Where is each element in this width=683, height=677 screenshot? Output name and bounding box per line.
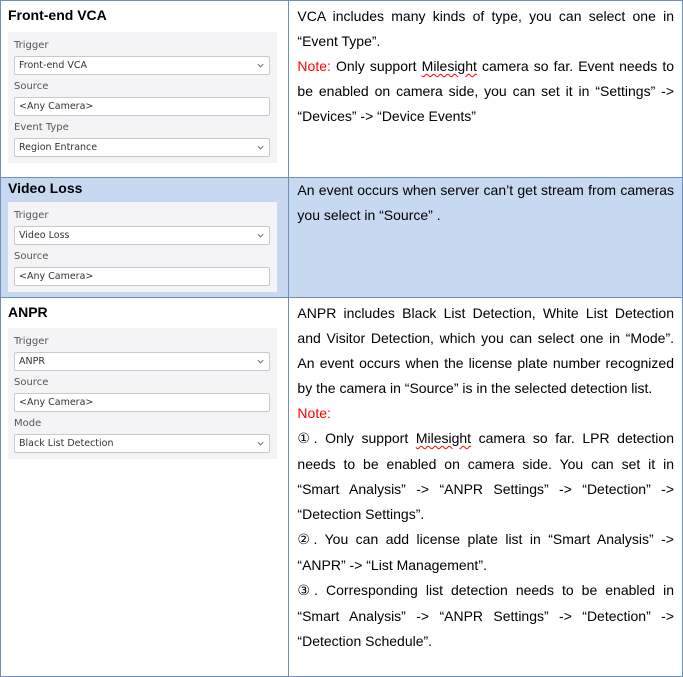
source-value: <Any Camera>	[19, 271, 94, 282]
trigger-select[interactable]	[14, 226, 270, 245]
mode-value: Black List Detection	[19, 438, 114, 449]
trigger-value: Video Loss	[19, 230, 70, 241]
table-row-anpr	[1, 298, 683, 677]
source-label: Source	[14, 81, 49, 92]
event-type-select[interactable]	[14, 138, 270, 157]
note-text: . Corresponding list detection needs to be enabled in “Smart Analysis” -> “ANPR Settings” -> “Detection” -> “Detection Schedule”.	[297, 582, 674, 649]
settings-cell	[1, 1, 289, 178]
description-line: VCA includes many kinds of type, you can select one in “Event Type”.	[297, 8, 674, 49]
row-title: Front-end VCA	[8, 7, 107, 23]
table-row-video-loss	[1, 178, 683, 298]
settings-panel	[8, 32, 277, 163]
description-line: An event occurs when server can’t get stream from cameras you select in “Source” .	[297, 182, 674, 223]
source-input[interactable]	[14, 267, 270, 286]
note-item-3	[297, 578, 674, 654]
description-cell	[289, 178, 683, 298]
source-input[interactable]	[14, 97, 270, 116]
chevron-down-icon	[256, 439, 265, 448]
chevron-down-icon	[256, 61, 265, 70]
mode-label: Mode	[14, 418, 42, 429]
circled-number: ③	[297, 583, 315, 599]
note-text: . Only support	[313, 430, 416, 446]
source-label: Source	[14, 251, 49, 262]
event-type-label: Event Type	[14, 122, 69, 133]
trigger-select[interactable]	[14, 352, 270, 371]
trigger-value: ANPR	[19, 356, 45, 367]
note-item-2	[297, 527, 674, 578]
settings-cell	[1, 298, 289, 677]
table-row-front-end-vca	[1, 1, 683, 178]
source-value: <Any Camera>	[19, 101, 94, 112]
note-text: . You can add license plate list in “Smart Analysis” -> “ANPR” -> “List Management”.	[297, 531, 674, 573]
intro-text: ANPR includes Black List Detection, White List Detection and Visitor Detection, which you can select one in “Mode”. An event occurs when the license plate number recognized by the camera in “Source” is in the selected detection list.	[297, 305, 674, 396]
note-item-1	[297, 426, 674, 527]
description-text	[289, 298, 682, 654]
circled-number: ①	[297, 431, 314, 447]
description-cell	[289, 298, 683, 677]
note-text: Only support	[330, 58, 422, 74]
mode-select[interactable]	[14, 434, 270, 453]
description-cell	[289, 1, 683, 178]
settings-panel	[8, 202, 277, 292]
circled-number: ②	[297, 532, 314, 548]
source-input[interactable]	[14, 393, 270, 412]
description-text	[289, 1, 682, 129]
settings-panel	[8, 328, 277, 459]
brand-name: Milesight	[421, 58, 477, 74]
trigger-label: Trigger	[14, 336, 49, 347]
row-title: ANPR	[8, 304, 48, 320]
trigger-label: Trigger	[14, 40, 49, 51]
note-text: camera so far. LPR detection needs to be enabled on camera side. You can set it in “Smart Analysis” -> “ANPR Settings” -> “Detection” -> “Detection Settings”.	[297, 430, 674, 522]
settings-cell	[1, 178, 289, 298]
chevron-down-icon	[256, 143, 265, 152]
source-value: <Any Camera>	[19, 397, 94, 408]
event-type-value: Region Entrance	[19, 142, 98, 153]
chevron-down-icon	[256, 357, 265, 366]
intro-paragraph	[297, 301, 674, 401]
note-text: camera so far. Event needs to be enabled on camera side, you can set it in “Settings” -> “Devices” -> “Device Events”	[297, 58, 674, 124]
trigger-select[interactable]	[14, 56, 270, 75]
note-label: Note:	[297, 58, 331, 74]
chevron-down-icon	[256, 231, 265, 240]
row-title: Video Loss	[8, 180, 83, 196]
brand-name: Milesight	[415, 430, 472, 446]
trigger-value: Front-end VCA	[19, 60, 88, 71]
description-text	[289, 178, 682, 228]
source-label: Source	[14, 377, 49, 388]
trigger-label: Trigger	[14, 210, 49, 221]
note-label: Note:	[297, 405, 331, 421]
